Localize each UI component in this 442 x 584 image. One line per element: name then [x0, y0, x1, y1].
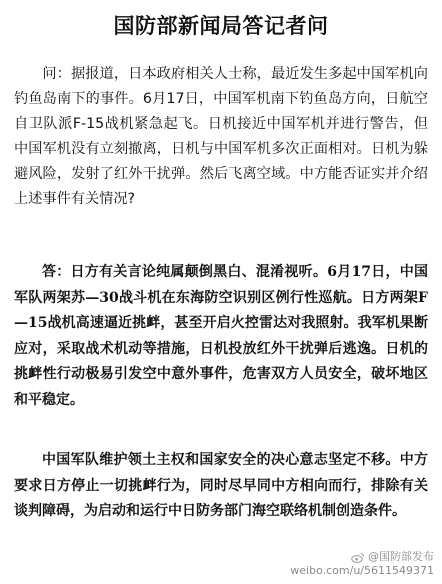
answer-paragraph: 答：日方有关言论纯属颠倒黑白、混淆视听。6月17日，中国军队两架苏—30战斗机在东海防空识别区例行性巡航。日方两架F—15战机高速逼近挑衅，甚至开启火控雷达对我照射。我军机果断应对，采取战术机动等措施，日机投放红外干扰弹后逃逸。日机的挑衅性行动极易引发空中意外事件，危害双方人员安全，破坏地区和平稳定。 — [14, 264, 428, 408]
weibo-logo-icon — [351, 552, 365, 563]
watermark-url: weibo.com/u/5611549371 — [290, 564, 434, 577]
statement-paragraph: 中国军队维护领土主权和国家安全的决心意志坚定不移。中方要求日方停止一切挑衅行为，同时尽早同中方相向而行，排除有关谈判障碍，为启动和运行中日防务部门海空联络机制创造条件。 — [14, 452, 428, 519]
watermark-account: @国防部发布 — [368, 550, 434, 563]
question-paragraph: 问：据报道，日本政府相关人士称，最近发生多起中国军机向钓鱼岛南下的事件。6月17日，中国军机南下钓鱼岛方向，日航空自卫队派F-15战机紧急起飞。日机接近中国军机并进行警告，但中国军机没有立刻撤离，日机与中国军机多次正面相对。日机为躲避风险，发射了红外干扰弹。然后飞离空域。中方能否证实并介绍上述事件有关情况? — [14, 66, 428, 207]
page-title: 国防部新闻局答记者问 — [113, 14, 329, 38]
watermark-account-row — [290, 550, 434, 564]
weibo-watermark — [290, 550, 434, 578]
